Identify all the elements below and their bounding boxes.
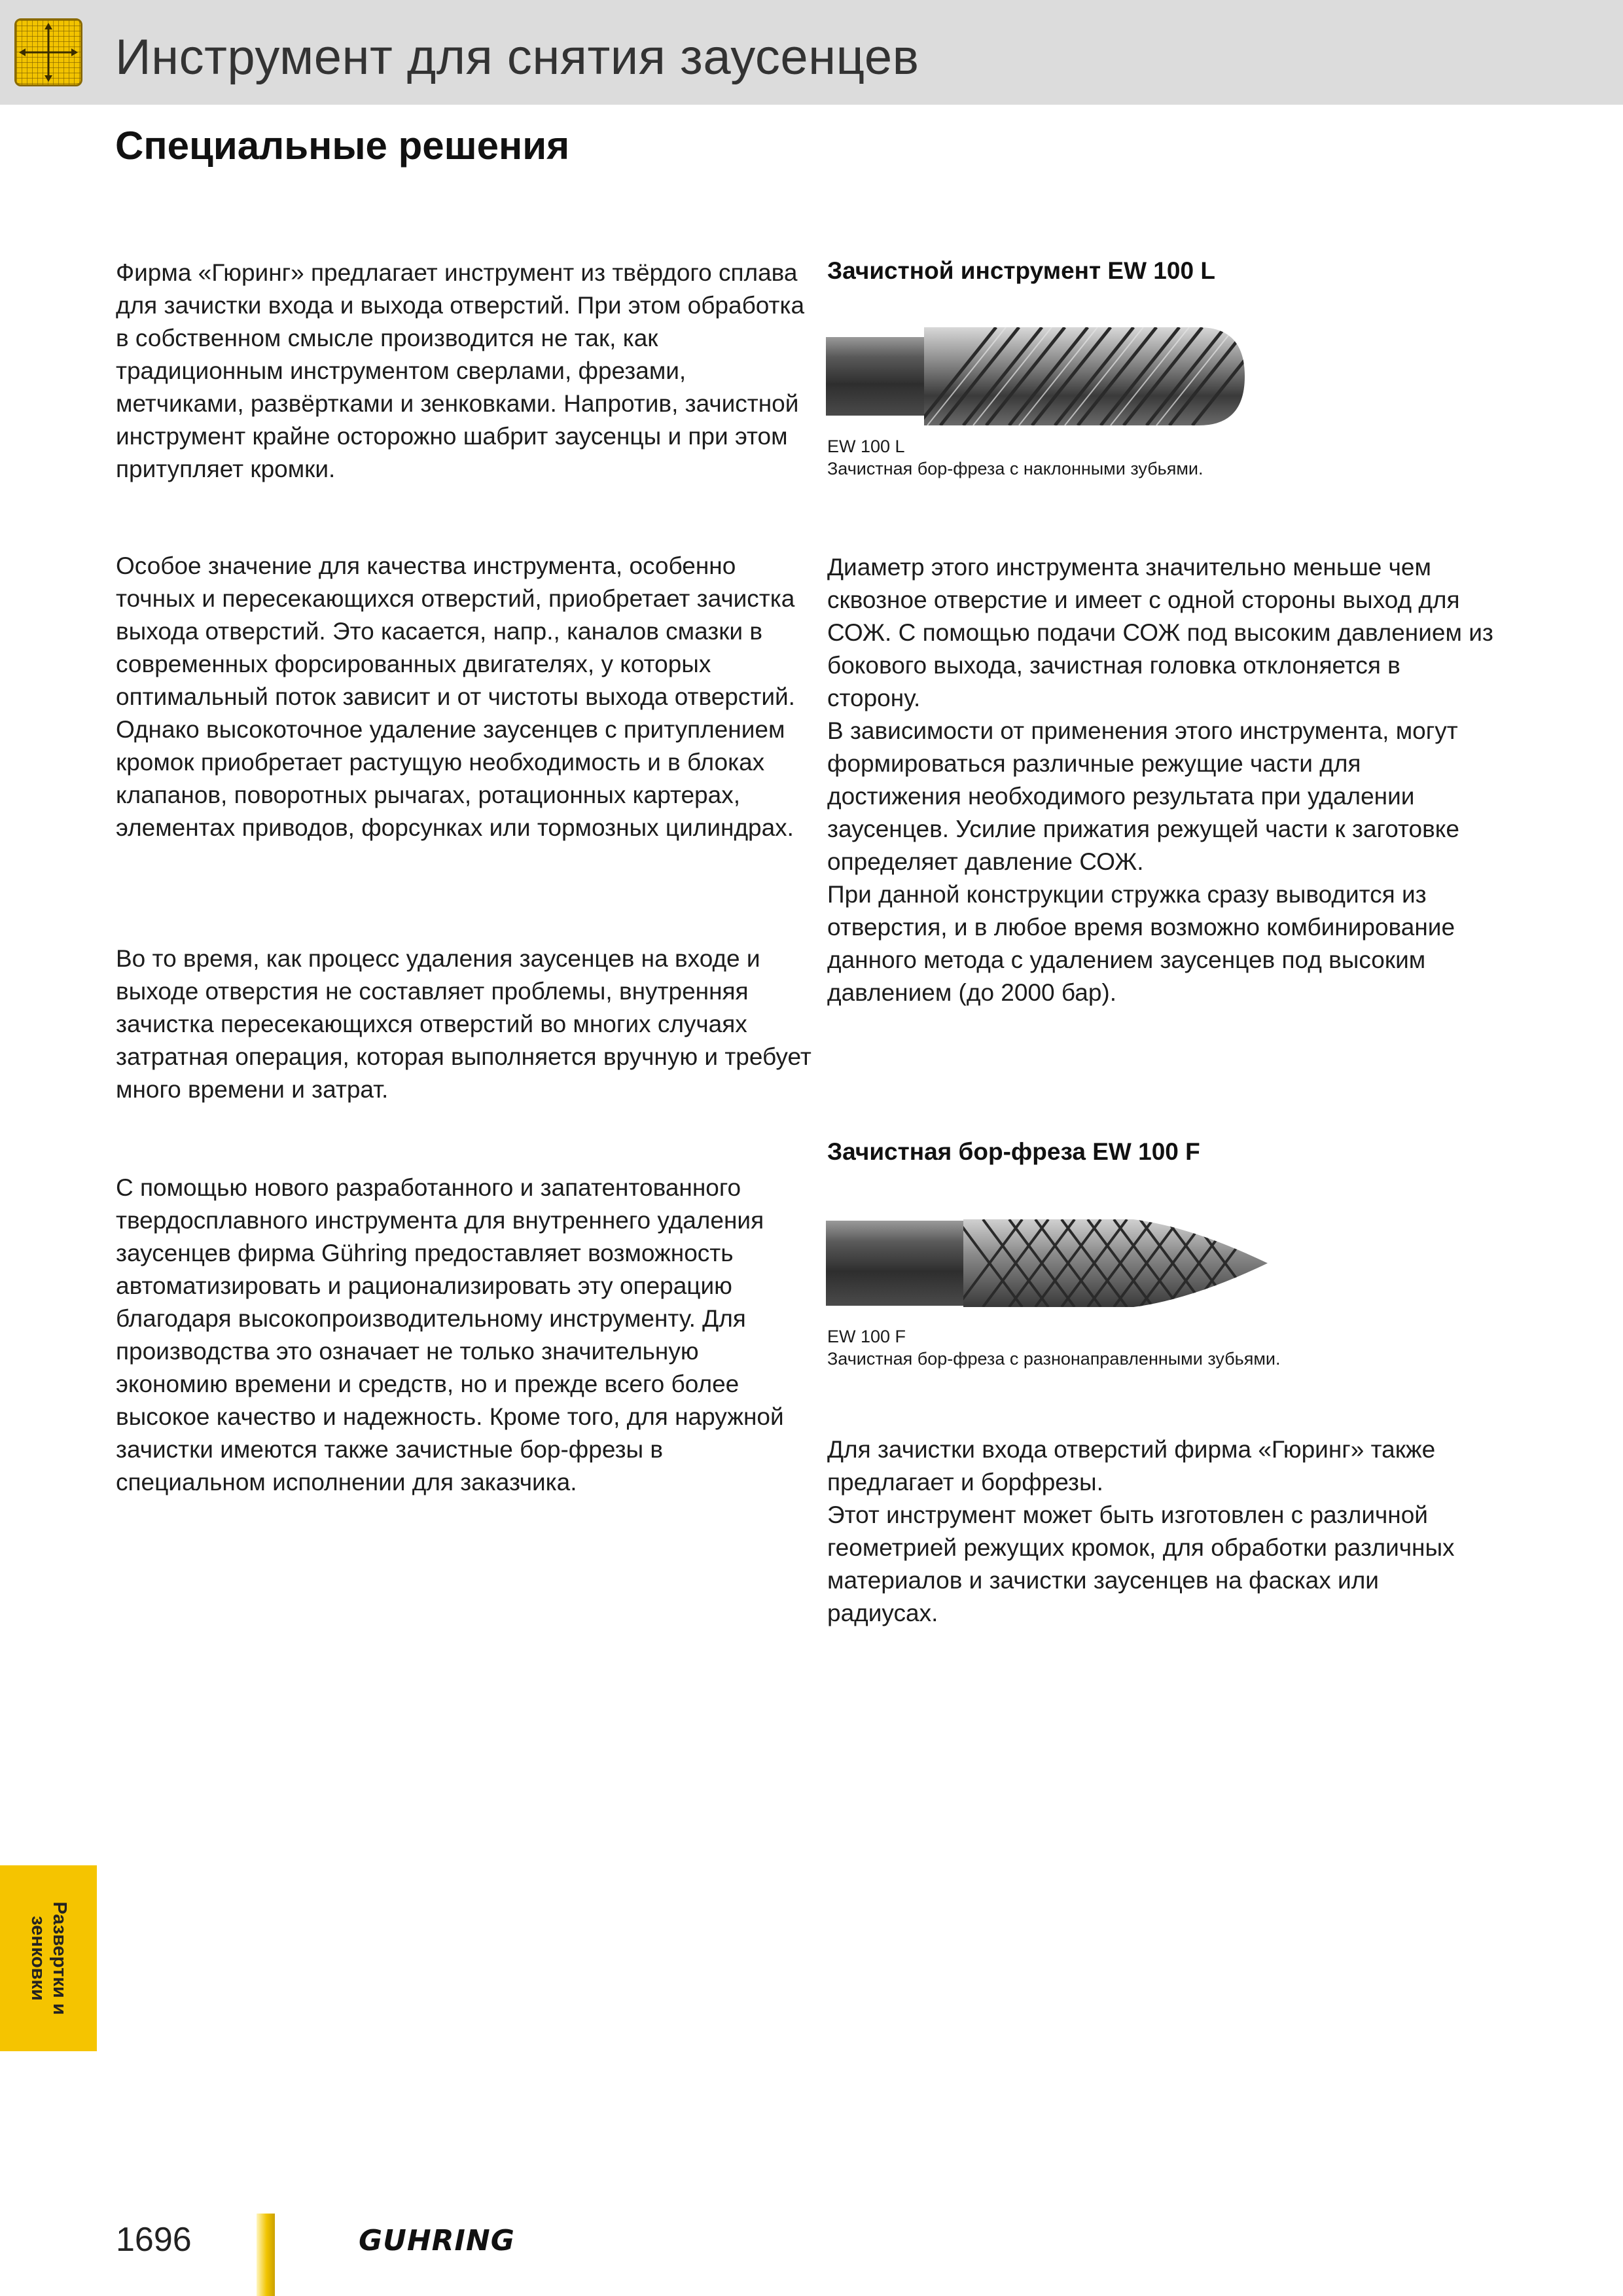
tool2-code: EW 100 F [827,1327,906,1346]
deburring-category-icon [14,18,82,86]
new-tool-paragraph: С помощью нового разработанного и запатентованного твердосплавного инструмента для внутреннего удаления заусенцев фирма Gühring предоставляет возможность автоматизировать и рационализировать эту операцию благодаря высокопроизводительному инструменту. Для производства это означает не только значительную экономию времени и средств, но и прежде всего более высокое качество и надежность. Кроме того, для наружной зачистки имеются также зачистные бор-фрезы в специальном исполнении для заказчика. [116,1174,784,1496]
side-tab-label: Развертки и зенковки [27,1901,70,2015]
pointed-burr-tool-photo [826,1214,1297,1316]
page-header-title: Инструмент для снятия заусенцев [115,29,919,85]
cylindrical-deburring-tool-photo [826,321,1284,435]
tool2-heading: Зачистная бор-фреза EW 100 F [827,1138,1200,1165]
intersecting-holes-paragraph: Во то время, как процесс удаления заусенцев на входе и выходе отверстия не составляет проблемы, внутренняя зачистка пересекающихся отверстий во многих случаях затратная операция, которая выполняется вручную и требует много времени и затрат. [116,945,812,1103]
section-side-tab[interactable] [0,1865,97,2051]
footer-accent-bar [257,2214,275,2296]
tool1-caption: Зачистная бор-фреза с наклонными зубьями. [827,459,1204,478]
tool1-heading: Зачистной инструмент EW 100 L [827,257,1215,284]
tool1-description: Диаметр этого инструмента значительно меньше чем сквозное отверстие и имеет с одной стороны выход для СОЖ. С помощью подачи СОЖ под высоким давлением из бокового выхода, зачистная головка отклоняется в сторону. В зависимости от применения этого инструмента, могут формироваться различные режущие части для достижения необходимого результата при удалении заусенцев. Усилие прижатия режущей части к заготовке определяет давление СОЖ. При данной конструкции стружка сразу выводится из отверстия, и в любое время возможно комбинирование данного метода с удалением заусенцев под высоким давлением (до 2000 бар). [827,554,1493,1006]
section-title: Специальные решения [115,124,570,168]
guhring-logo: GUHRING [359,2224,515,2257]
tool1-code: EW 100 L [827,437,905,456]
intro-paragraph: Фирма «Гюринг» предлагает инструмент из твёрдого сплава для зачистки входа и выхода отверстий. При этом обработка в собственном смысле производится не так, как традиционным инструментом сверлами, фрезами, метчиками, развёртками и зенковками. Напротив, зачистной инструмент крайне осторожно шабрит заусенцы и при этом притупляет кромки. [116,259,805,482]
exit-deburring-paragraph: Особое значение для качества инструмента, особенно точных и пересекающихся отверстий, приобретает зачистка выхода отверстий. Это касается, напр., каналов смазки в современных форсированных двигателях, у которых оптимальный поток зависит и от чистоты выхода отверстий. Однако высокоточное удаление заусенцев с притуплением кромок приобретает растущую необходимость и в блоках клапанов, поворотных рычагах, ротационных картерах, элементах приводов, форсунках или тормозных цилиндрах. [116,552,795,841]
tool2-description: Для зачистки входа отверстий фирма «Гюринг» также предлагает и борфрезы. Этот инструмент может быть изготовлен с различной геометрией режущих кромок, для обработки различных материалов и зачистки заусенцев на фасках или радиусах. [827,1436,1455,1626]
page-number: 1696 [116,2221,192,2259]
header-bar [0,0,1623,105]
tool2-caption: Зачистная бор-фреза с разнонаправленными зубьями. [827,1349,1281,1369]
